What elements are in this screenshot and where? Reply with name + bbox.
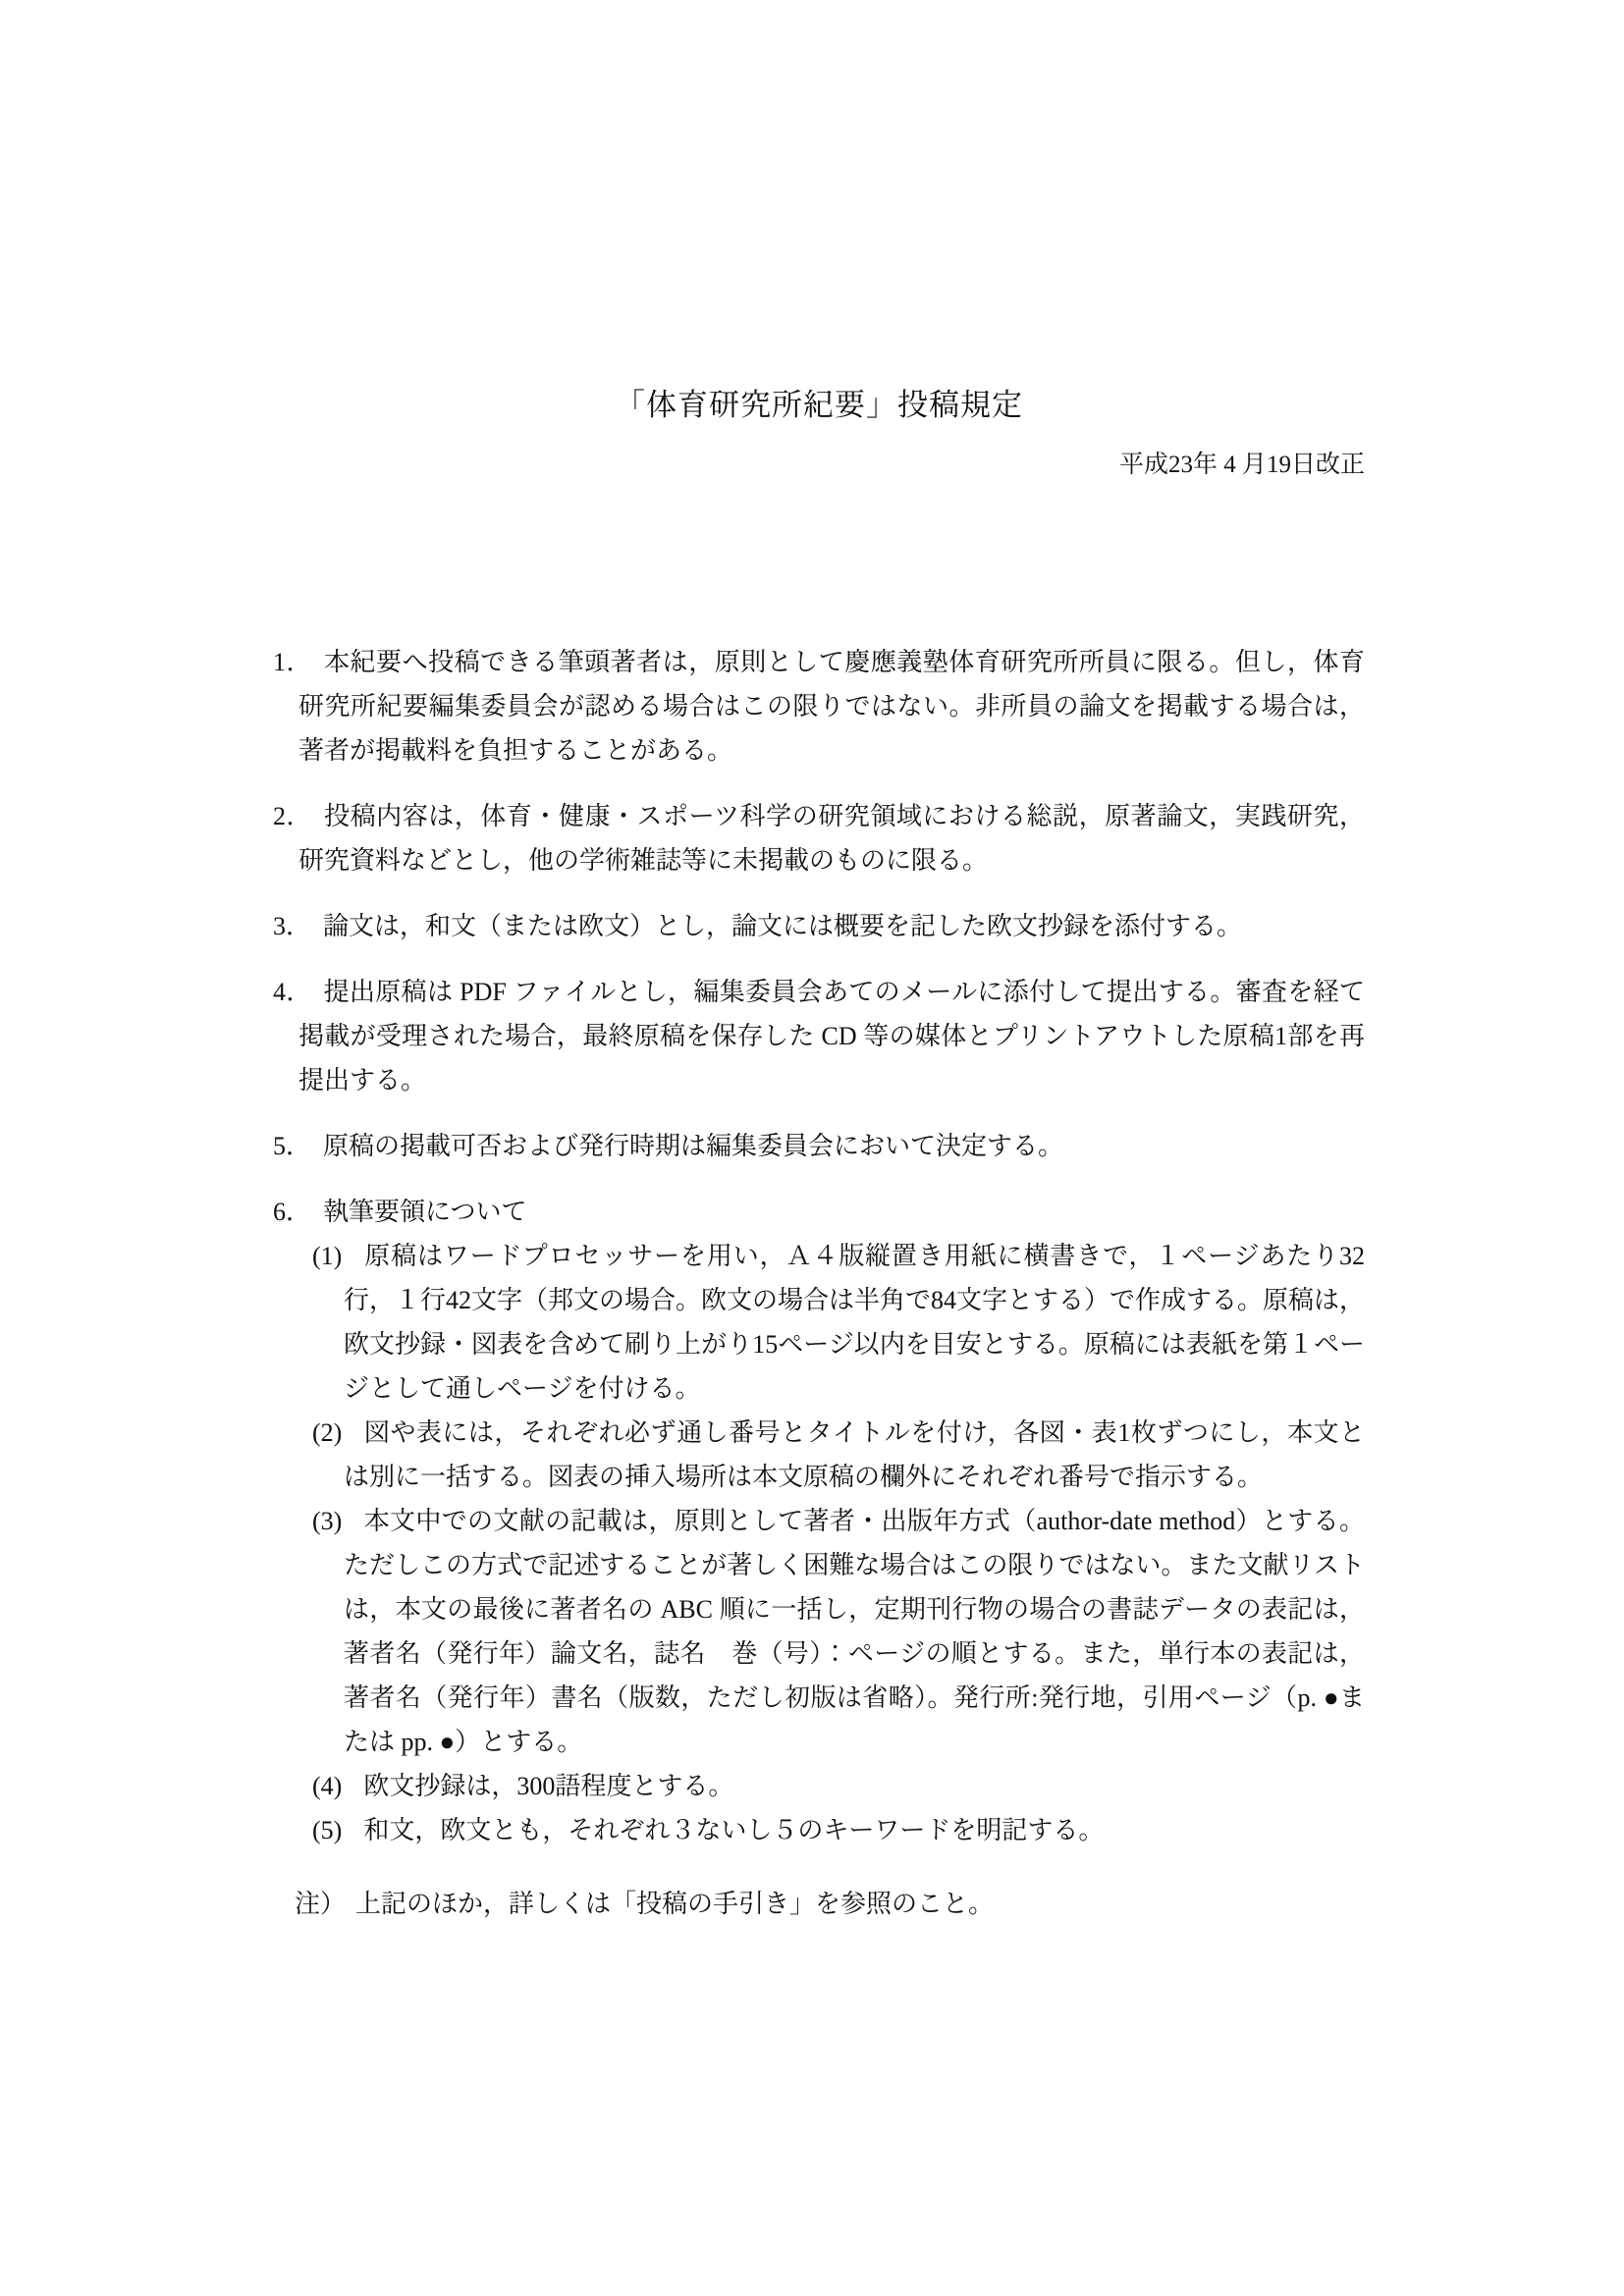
rule-item-6-text: 執筆要領について bbox=[323, 1198, 527, 1226]
rule-item-5-text: 原稿の掲載可否および発行時期は編集委員会において決定する。 bbox=[323, 1132, 1064, 1160]
rule-item-6-number: 6． bbox=[273, 1198, 312, 1226]
rule-item-5-number: 5． bbox=[273, 1132, 312, 1160]
revision-date: 平成23年 4 月19日改正 bbox=[1118, 452, 1365, 478]
guideline-item-2-text: 図や表には，それぞれ必ず通し番号とタイトルを付け，各図・表1枚ずつにし，本文とは別に一括する。図表の挿入場所は本文原稿の欄外にそれぞれ番号で指示する。 bbox=[344, 1418, 1365, 1491]
guideline-item-2 bbox=[312, 1411, 1365, 1499]
rule-item-1-number: 1． bbox=[273, 648, 313, 676]
rule-item-3-text: 論文は，和文（または欧文）とし，論文には概要を記した欧文抄録を添付する。 bbox=[323, 912, 1243, 940]
rule-item-2-number: 2． bbox=[273, 802, 313, 830]
rule-item-3 bbox=[273, 904, 1365, 948]
guideline-item-1-number: (1) bbox=[312, 1242, 343, 1270]
rule-item-5 bbox=[273, 1124, 1365, 1168]
rule-item-2 bbox=[273, 794, 1365, 882]
guideline-item-2-number: (2) bbox=[312, 1418, 343, 1447]
guideline-item-4-text: 欧文抄録は，300語程度とする。 bbox=[363, 1772, 734, 1800]
rule-item-4-text: 提出原稿は PDF ファイルとし，編集委員会あてのメールに添付して提出する。審査を経て掲載が受理された場合，最終原稿を保存した CD 等の媒体とプリントアウトした原稿1部を再提出する。 bbox=[298, 978, 1365, 1095]
rule-item-2-text: 投稿内容は，体育・健康・スポーツ科学の研究領域における総説，原著論文，実践研究，研究資料などとし，他の学術雑誌等に未掲載のものに限る。 bbox=[298, 802, 1365, 875]
guideline-item-1-text: 原稿はワードプロセッサーを用い，Ａ４版縦置き用紙に横書きで，１ページあたり32行，１行42文字（邦文の場合。欧文の場合は半角で84文字とする）で作成する。原稿は，欧文抄録・図表を含めて刷り上がり15ページ以内を目安とする。原稿には表紙を第１ページとして通しページを付ける。 bbox=[344, 1242, 1366, 1403]
guideline-item-5 bbox=[312, 1808, 1365, 1852]
rule-item-1-text: 本紀要へ投稿できる筆頭著者は，原則として慶應義塾体育研究所所員に限る。但し，体育研究所紀要編集委員会が認める場合はこの限りではない。非所員の論文を掲載する場合は，著者が掲載料を負担することがある。 bbox=[298, 648, 1365, 765]
guideline-item-3-text: 本文中での文献の記載は，原則として著者・出版年方式（author-date method）とする。ただしこの方式で記述することが著しく困難な場合はこの限りではない。また文献リストは，本文の最後に著者名の ABC 順に一括し，定期刊行物の場合の書誌データの表記は，著者名（発行年）論文名，誌名 巻（号）：ページの順とする。また，単行本の表記は，著者名（発行年）書名（版数，ただし初版は省略）。発行所:発行地，引用ページ（p. ●または pp. ●）とする。 bbox=[344, 1507, 1365, 1756]
rule-item-1 bbox=[273, 640, 1365, 773]
rule-item-4-number: 4． bbox=[273, 978, 312, 1006]
rule-item-6 bbox=[273, 1190, 1365, 1234]
footnote-label: 注） bbox=[295, 1890, 347, 1918]
guideline-item-5-text: 和文，欧文とも，それぞれ３ないし５のキーワードを明記する。 bbox=[363, 1816, 1105, 1844]
guideline-item-5-number: (5) bbox=[312, 1816, 343, 1844]
rule-item-3-number: 3． bbox=[273, 912, 312, 940]
guideline-item-3-number: (3) bbox=[312, 1507, 343, 1535]
footnote bbox=[295, 1882, 1365, 1926]
guideline-item-1 bbox=[312, 1234, 1365, 1411]
rule-item-4 bbox=[273, 970, 1365, 1102]
page-title: 「体育研究所紀要」投稿規定 bbox=[615, 388, 1023, 422]
rules-list bbox=[273, 640, 1365, 1926]
footnote-text: 上記のほか，詳しくは「投稿の手引き」を参照のこと。 bbox=[355, 1890, 995, 1918]
guideline-item-3 bbox=[312, 1499, 1365, 1764]
guideline-item-4 bbox=[312, 1764, 1365, 1808]
guideline-item-4-number: (4) bbox=[312, 1772, 343, 1800]
writing-guideline-list bbox=[312, 1234, 1365, 1852]
